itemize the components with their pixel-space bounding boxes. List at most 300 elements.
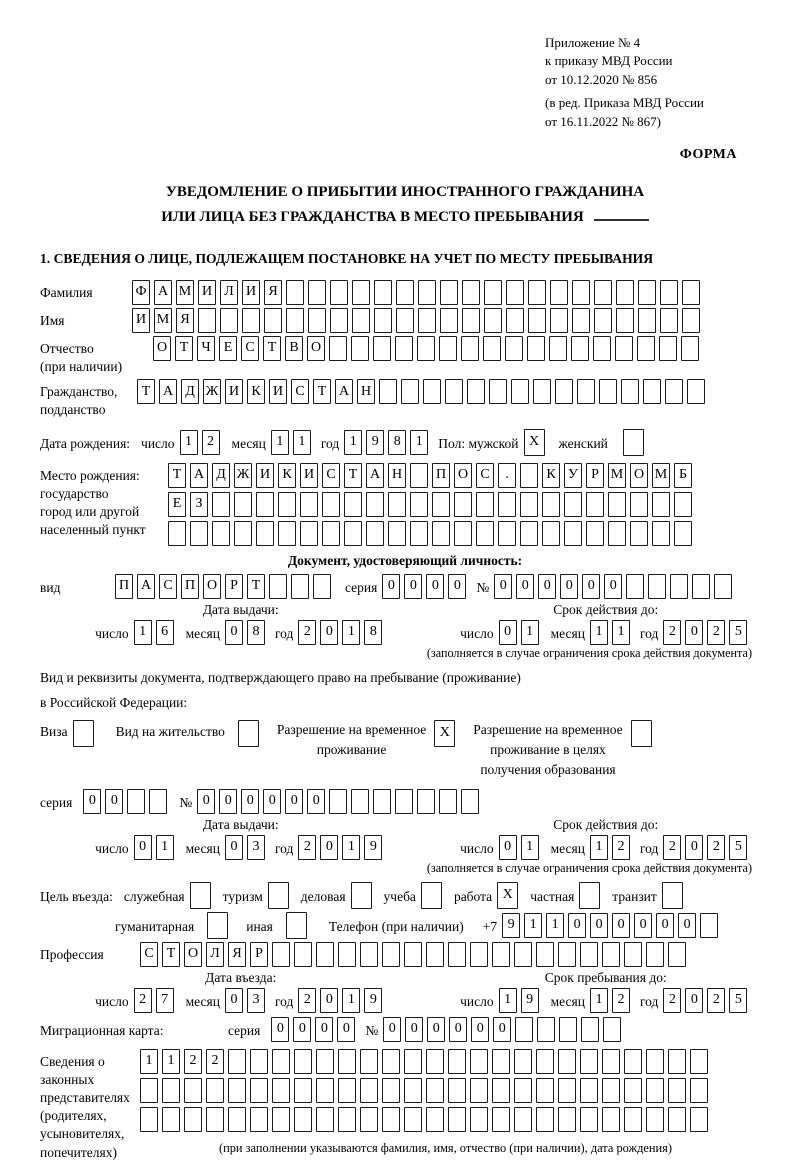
form-cell[interactable]: 0 (568, 913, 586, 938)
form-cell[interactable]: 0 (656, 913, 674, 938)
form-cell[interactable]: 0 (604, 574, 622, 599)
form-cell[interactable]: Я (176, 308, 194, 333)
form-cell[interactable]: 0 (685, 988, 703, 1013)
form-cell[interactable] (537, 1017, 555, 1042)
form-cell[interactable] (418, 308, 436, 333)
form-cell[interactable] (268, 882, 289, 909)
form-cell[interactable] (533, 379, 551, 404)
form-cell[interactable]: 0 (83, 789, 101, 814)
form-cell[interactable]: X (434, 720, 455, 747)
form-cell[interactable]: Ж (203, 379, 221, 404)
form-cell[interactable] (564, 492, 582, 517)
form-cell[interactable]: 0 (219, 789, 237, 814)
form-cell[interactable]: К (542, 463, 560, 488)
form-cell[interactable]: 0 (678, 913, 696, 938)
form-cell[interactable] (352, 308, 370, 333)
form-cell[interactable] (426, 1107, 444, 1132)
form-cell[interactable] (448, 1049, 466, 1074)
form-cell[interactable]: М (652, 463, 670, 488)
form-cell[interactable] (228, 1078, 246, 1103)
form-cell[interactable]: С (241, 336, 259, 361)
form-cell[interactable] (374, 308, 392, 333)
form-cell[interactable]: 0 (315, 1017, 333, 1042)
form-cell[interactable] (396, 308, 414, 333)
form-cell[interactable] (351, 336, 369, 361)
form-cell[interactable] (238, 720, 259, 747)
form-cell[interactable] (278, 521, 296, 546)
form-cell[interactable] (616, 280, 634, 305)
form-cell[interactable] (256, 521, 274, 546)
form-cell[interactable] (272, 1049, 290, 1074)
form-cell[interactable] (470, 942, 488, 967)
form-cell[interactable] (404, 1107, 422, 1132)
form-cell[interactable] (602, 1107, 620, 1132)
form-cell[interactable]: Б (674, 463, 692, 488)
form-cell[interactable] (586, 521, 604, 546)
form-cell[interactable] (162, 1107, 180, 1132)
form-cell[interactable] (329, 789, 347, 814)
form-cell[interactable] (344, 521, 362, 546)
form-cell[interactable] (278, 492, 296, 517)
form-cell[interactable]: 1 (546, 913, 564, 938)
form-cell[interactable]: X (497, 882, 518, 909)
form-cell[interactable]: 0 (499, 835, 517, 860)
form-cell[interactable] (506, 308, 524, 333)
form-cell[interactable] (665, 379, 683, 404)
form-cell[interactable]: 1 (344, 430, 362, 455)
form-cell[interactable]: Т (137, 379, 155, 404)
form-cell[interactable] (454, 492, 472, 517)
form-cell[interactable] (580, 1107, 598, 1132)
form-cell[interactable] (579, 882, 600, 909)
form-cell[interactable] (162, 1078, 180, 1103)
form-cell[interactable] (448, 1078, 466, 1103)
form-cell[interactable]: 7 (156, 988, 174, 1013)
form-cell[interactable]: 0 (590, 913, 608, 938)
form-cell[interactable]: О (203, 574, 221, 599)
form-cell[interactable] (316, 1107, 334, 1132)
form-cell[interactable]: 1 (612, 620, 630, 645)
form-cell[interactable]: 2 (663, 620, 681, 645)
form-cell[interactable] (440, 280, 458, 305)
form-cell[interactable] (621, 379, 639, 404)
form-cell[interactable]: 0 (293, 1017, 311, 1042)
form-cell[interactable]: Р (586, 463, 604, 488)
form-cell[interactable]: 2 (663, 988, 681, 1013)
form-cell[interactable] (344, 492, 362, 517)
form-cell[interactable] (681, 336, 699, 361)
form-cell[interactable] (580, 1049, 598, 1074)
form-cell[interactable] (184, 1078, 202, 1103)
form-cell[interactable]: А (159, 379, 177, 404)
form-cell[interactable] (586, 492, 604, 517)
form-cell[interactable]: У (564, 463, 582, 488)
form-cell[interactable] (462, 308, 480, 333)
form-cell[interactable] (660, 308, 678, 333)
form-cell[interactable] (498, 492, 516, 517)
form-cell[interactable]: 2 (663, 835, 681, 860)
form-cell[interactable]: Р (250, 942, 268, 967)
form-cell[interactable]: 0 (320, 988, 338, 1013)
form-cell[interactable] (536, 1078, 554, 1103)
form-cell[interactable] (461, 789, 479, 814)
form-cell[interactable]: 9 (521, 988, 539, 1013)
form-cell[interactable]: 2 (707, 620, 725, 645)
form-cell[interactable]: 0 (494, 574, 512, 599)
form-cell[interactable]: С (476, 463, 494, 488)
form-cell[interactable] (360, 1049, 378, 1074)
form-cell[interactable]: 3 (247, 988, 265, 1013)
form-cell[interactable] (338, 1049, 356, 1074)
form-cell[interactable] (682, 308, 700, 333)
form-cell[interactable]: Е (168, 492, 186, 517)
form-cell[interactable] (366, 521, 384, 546)
form-cell[interactable] (366, 492, 384, 517)
form-cell[interactable]: 1 (271, 430, 289, 455)
form-cell[interactable] (338, 1107, 356, 1132)
form-cell[interactable] (572, 308, 590, 333)
form-cell[interactable] (401, 379, 419, 404)
form-cell[interactable] (668, 1107, 686, 1132)
form-cell[interactable]: 5 (729, 620, 747, 645)
form-cell[interactable] (581, 1017, 599, 1042)
form-cell[interactable]: 0 (105, 789, 123, 814)
form-cell[interactable]: 1 (342, 835, 360, 860)
form-cell[interactable] (374, 280, 392, 305)
form-cell[interactable]: Е (219, 336, 237, 361)
form-cell[interactable]: М (176, 280, 194, 305)
form-cell[interactable]: С (140, 942, 158, 967)
form-cell[interactable]: 6 (156, 620, 174, 645)
form-cell[interactable] (630, 492, 648, 517)
form-cell[interactable]: З (190, 492, 208, 517)
form-cell[interactable] (594, 308, 612, 333)
form-cell[interactable]: 1 (499, 988, 517, 1013)
form-cell[interactable]: 0 (225, 988, 243, 1013)
form-cell[interactable]: Ч (197, 336, 215, 361)
form-cell[interactable] (646, 1049, 664, 1074)
form-cell[interactable] (470, 1078, 488, 1103)
form-cell[interactable] (580, 1078, 598, 1103)
form-cell[interactable]: 1 (524, 913, 542, 938)
form-cell[interactable] (638, 280, 656, 305)
form-cell[interactable]: Н (388, 463, 406, 488)
form-cell[interactable]: Н (357, 379, 375, 404)
form-cell[interactable] (379, 379, 397, 404)
form-cell[interactable]: Я (264, 280, 282, 305)
form-cell[interactable]: 1 (162, 1049, 180, 1074)
form-cell[interactable]: Л (220, 280, 238, 305)
form-cell[interactable] (643, 379, 661, 404)
form-cell[interactable] (514, 942, 532, 967)
form-cell[interactable] (360, 1107, 378, 1132)
form-cell[interactable] (700, 913, 718, 938)
form-cell[interactable]: 2 (202, 430, 220, 455)
form-cell[interactable]: 0 (383, 1017, 401, 1042)
form-cell[interactable] (294, 1107, 312, 1132)
form-cell[interactable] (528, 308, 546, 333)
form-cell[interactable] (264, 308, 282, 333)
form-cell[interactable]: Р (225, 574, 243, 599)
form-cell[interactable] (272, 1107, 290, 1132)
form-cell[interactable]: 5 (729, 835, 747, 860)
form-cell[interactable]: 2 (184, 1049, 202, 1074)
form-cell[interactable] (373, 336, 391, 361)
form-cell[interactable]: О (307, 336, 325, 361)
form-cell[interactable] (426, 1078, 444, 1103)
form-cell[interactable]: 0 (320, 835, 338, 860)
form-cell[interactable] (373, 789, 391, 814)
form-cell[interactable] (603, 1017, 621, 1042)
form-cell[interactable]: 0 (241, 789, 259, 814)
form-cell[interactable] (549, 336, 567, 361)
form-cell[interactable] (559, 1017, 577, 1042)
form-cell[interactable] (410, 463, 428, 488)
form-cell[interactable]: 2 (707, 835, 725, 860)
form-cell[interactable]: А (137, 574, 155, 599)
form-cell[interactable] (674, 521, 692, 546)
form-cell[interactable]: 0 (225, 835, 243, 860)
form-cell[interactable]: 0 (634, 913, 652, 938)
form-cell[interactable] (410, 521, 428, 546)
form-cell[interactable]: 0 (538, 574, 556, 599)
form-cell[interactable] (511, 379, 529, 404)
form-cell[interactable]: 0 (516, 574, 534, 599)
form-cell[interactable] (520, 463, 538, 488)
form-cell[interactable] (404, 1049, 422, 1074)
form-cell[interactable] (291, 574, 309, 599)
form-cell[interactable]: 2 (298, 988, 316, 1013)
form-cell[interactable]: О (630, 463, 648, 488)
form-cell[interactable]: 1 (156, 835, 174, 860)
form-cell[interactable] (360, 942, 378, 967)
form-cell[interactable]: 1 (293, 430, 311, 455)
form-cell[interactable] (624, 942, 642, 967)
form-cell[interactable] (652, 492, 670, 517)
form-cell[interactable] (382, 1078, 400, 1103)
form-cell[interactable] (580, 942, 598, 967)
form-cell[interactable]: И (198, 280, 216, 305)
form-cell[interactable] (382, 1107, 400, 1132)
form-cell[interactable] (308, 280, 326, 305)
form-cell[interactable] (445, 379, 463, 404)
form-cell[interactable]: 0 (426, 574, 444, 599)
form-cell[interactable] (515, 1017, 533, 1042)
form-cell[interactable] (198, 308, 216, 333)
form-cell[interactable]: С (291, 379, 309, 404)
form-cell[interactable] (313, 574, 331, 599)
form-cell[interactable] (388, 521, 406, 546)
form-cell[interactable] (360, 1078, 378, 1103)
form-cell[interactable] (558, 1078, 576, 1103)
form-cell[interactable]: 0 (493, 1017, 511, 1042)
form-cell[interactable] (212, 521, 230, 546)
form-cell[interactable] (484, 280, 502, 305)
form-cell[interactable]: К (247, 379, 265, 404)
form-cell[interactable]: 8 (364, 620, 382, 645)
form-cell[interactable] (127, 789, 145, 814)
form-cell[interactable] (426, 942, 444, 967)
form-cell[interactable]: 0 (337, 1017, 355, 1042)
form-cell[interactable] (527, 336, 545, 361)
form-cell[interactable] (498, 521, 516, 546)
form-cell[interactable]: 1 (521, 620, 539, 645)
form-cell[interactable]: 9 (502, 913, 520, 938)
form-cell[interactable]: 0 (271, 1017, 289, 1042)
form-cell[interactable] (659, 336, 677, 361)
form-cell[interactable] (190, 521, 208, 546)
form-cell[interactable] (140, 1107, 158, 1132)
form-cell[interactable]: 0 (582, 574, 600, 599)
form-cell[interactable] (454, 521, 472, 546)
form-cell[interactable]: Т (313, 379, 331, 404)
form-cell[interactable] (492, 1078, 510, 1103)
form-cell[interactable]: И (225, 379, 243, 404)
form-cell[interactable] (623, 429, 644, 456)
form-cell[interactable] (308, 308, 326, 333)
form-cell[interactable]: Д (181, 379, 199, 404)
form-cell[interactable]: С (322, 463, 340, 488)
form-cell[interactable] (660, 280, 678, 305)
form-cell[interactable] (520, 492, 538, 517)
form-cell[interactable] (558, 1049, 576, 1074)
form-cell[interactable] (322, 521, 340, 546)
form-cell[interactable] (506, 280, 524, 305)
form-cell[interactable] (286, 280, 304, 305)
form-cell[interactable] (462, 280, 480, 305)
form-cell[interactable] (388, 492, 406, 517)
form-cell[interactable] (207, 912, 228, 939)
form-cell[interactable]: 5 (729, 988, 747, 1013)
form-cell[interactable] (652, 521, 670, 546)
form-cell[interactable] (418, 280, 436, 305)
form-cell[interactable] (184, 1107, 202, 1132)
form-cell[interactable] (668, 1078, 686, 1103)
form-cell[interactable]: . (498, 463, 516, 488)
form-cell[interactable] (234, 492, 252, 517)
form-cell[interactable]: 8 (247, 620, 265, 645)
form-cell[interactable] (558, 1107, 576, 1132)
form-cell[interactable] (550, 308, 568, 333)
form-cell[interactable] (674, 492, 692, 517)
form-cell[interactable] (594, 280, 612, 305)
form-cell[interactable] (564, 521, 582, 546)
form-cell[interactable]: Т (344, 463, 362, 488)
form-cell[interactable] (646, 942, 664, 967)
form-cell[interactable] (558, 942, 576, 967)
form-cell[interactable] (536, 1049, 554, 1074)
form-cell[interactable] (426, 1049, 444, 1074)
form-cell[interactable] (294, 1049, 312, 1074)
form-cell[interactable]: А (154, 280, 172, 305)
form-cell[interactable] (396, 280, 414, 305)
form-cell[interactable] (286, 308, 304, 333)
form-cell[interactable] (690, 1078, 708, 1103)
form-cell[interactable] (300, 521, 318, 546)
form-cell[interactable] (483, 336, 501, 361)
form-cell[interactable]: П (432, 463, 450, 488)
form-cell[interactable] (256, 492, 274, 517)
form-cell[interactable] (448, 1107, 466, 1132)
form-cell[interactable]: О (454, 463, 472, 488)
form-cell[interactable]: 0 (320, 620, 338, 645)
form-cell[interactable] (646, 1107, 664, 1132)
form-cell[interactable] (599, 379, 617, 404)
form-cell[interactable] (294, 1078, 312, 1103)
form-cell[interactable]: Я (228, 942, 246, 967)
form-cell[interactable] (286, 912, 307, 939)
form-cell[interactable] (417, 789, 435, 814)
form-cell[interactable] (421, 882, 442, 909)
form-cell[interactable] (593, 336, 611, 361)
form-cell[interactable] (476, 492, 494, 517)
form-cell[interactable] (646, 1078, 664, 1103)
form-cell[interactable]: 0 (685, 835, 703, 860)
form-cell[interactable]: К (278, 463, 296, 488)
form-cell[interactable]: Д (212, 463, 230, 488)
form-cell[interactable] (682, 280, 700, 305)
form-cell[interactable] (382, 942, 400, 967)
form-cell[interactable]: 0 (685, 620, 703, 645)
form-cell[interactable]: 2 (298, 620, 316, 645)
form-cell[interactable] (624, 1078, 642, 1103)
form-cell[interactable]: 0 (263, 789, 281, 814)
form-cell[interactable] (234, 521, 252, 546)
form-cell[interactable] (714, 574, 732, 599)
form-cell[interactable] (206, 1107, 224, 1132)
form-cell[interactable] (602, 1078, 620, 1103)
form-cell[interactable] (190, 882, 211, 909)
form-cell[interactable]: Т (162, 942, 180, 967)
form-cell[interactable] (404, 1078, 422, 1103)
form-cell[interactable] (470, 1107, 488, 1132)
form-cell[interactable] (668, 942, 686, 967)
form-cell[interactable] (440, 308, 458, 333)
form-cell[interactable] (602, 1049, 620, 1074)
form-cell[interactable] (577, 379, 595, 404)
form-cell[interactable]: И (300, 463, 318, 488)
form-cell[interactable] (514, 1107, 532, 1132)
form-cell[interactable]: Т (175, 336, 193, 361)
form-cell[interactable] (536, 1107, 554, 1132)
form-cell[interactable] (212, 492, 230, 517)
form-cell[interactable]: О (184, 942, 202, 967)
form-cell[interactable] (528, 280, 546, 305)
form-cell[interactable] (351, 789, 369, 814)
form-cell[interactable]: 0 (404, 574, 422, 599)
form-cell[interactable]: П (115, 574, 133, 599)
form-cell[interactable]: 0 (612, 913, 630, 938)
form-cell[interactable] (637, 336, 655, 361)
form-cell[interactable] (330, 280, 348, 305)
form-cell[interactable] (608, 492, 626, 517)
form-cell[interactable] (316, 1049, 334, 1074)
form-cell[interactable] (410, 492, 428, 517)
form-cell[interactable]: 3 (247, 835, 265, 860)
form-cell[interactable] (432, 521, 450, 546)
form-cell[interactable]: 9 (364, 988, 382, 1013)
form-cell[interactable] (448, 942, 466, 967)
form-cell[interactable]: В (285, 336, 303, 361)
form-cell[interactable] (631, 720, 652, 747)
form-cell[interactable]: Т (168, 463, 186, 488)
form-cell[interactable] (338, 942, 356, 967)
form-cell[interactable] (272, 1078, 290, 1103)
form-cell[interactable] (542, 521, 560, 546)
form-cell[interactable] (624, 1107, 642, 1132)
form-cell[interactable] (608, 521, 626, 546)
form-cell[interactable] (520, 521, 538, 546)
